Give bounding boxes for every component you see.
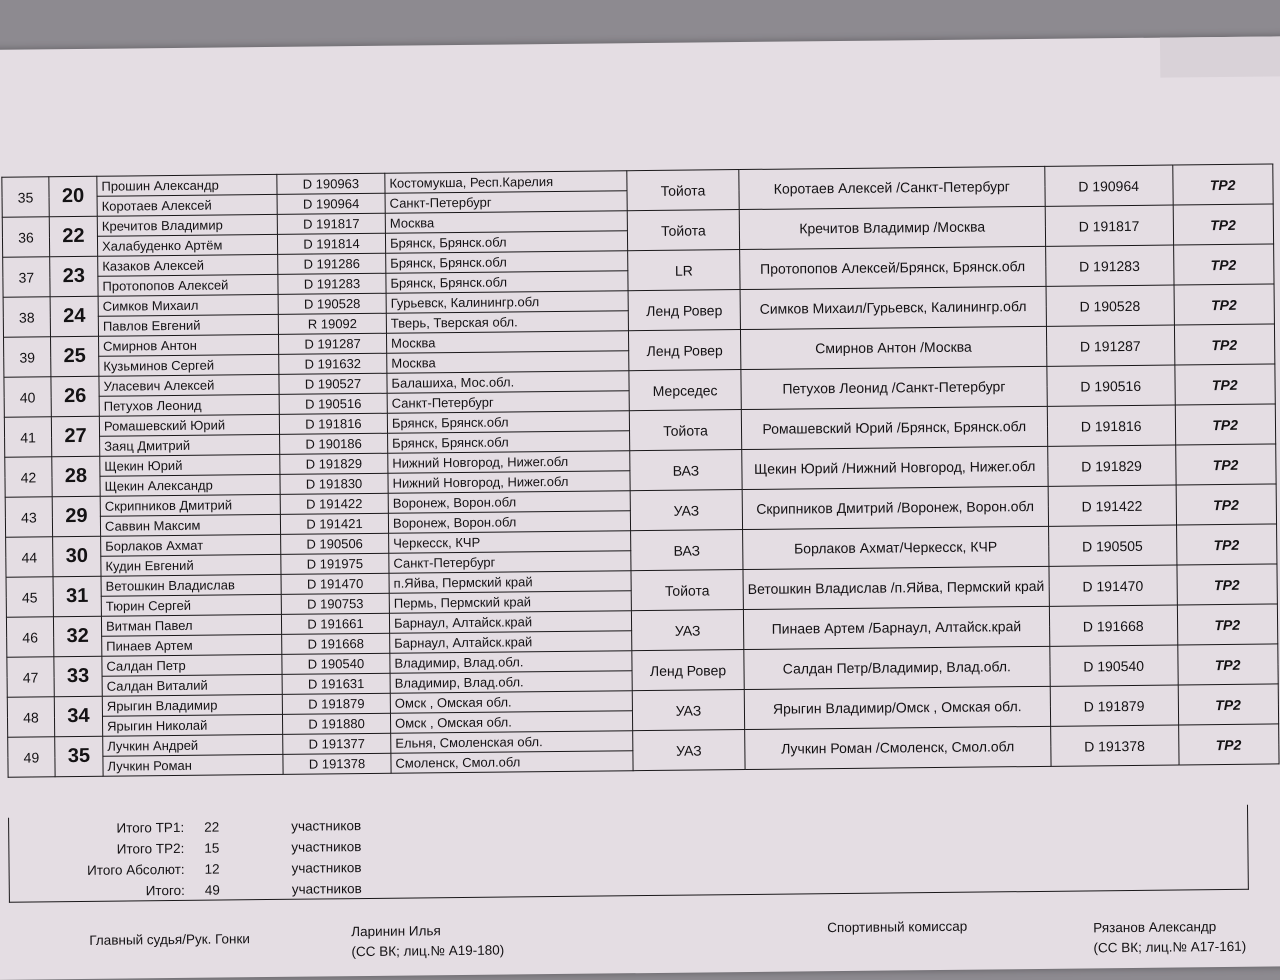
codriver-city: Смоленск, Смол.обл	[391, 751, 633, 774]
driver-name: Щекин Юрий	[100, 454, 280, 476]
codriver-license: D 191668	[282, 633, 390, 654]
row-number: 47	[7, 657, 54, 697]
document-sheet	[0, 36, 1280, 980]
codriver-city: Воронеж, Ворон.обл	[388, 511, 630, 534]
start-number: 35	[55, 736, 103, 777]
codriver-license: D 190964	[277, 193, 385, 214]
codriver-license: D 191283	[278, 273, 386, 294]
start-number: 31	[53, 576, 101, 617]
codriver-name: Протопопов Алексей	[98, 274, 278, 296]
entrant: Пинаев Артем /Барнаул, Алтайск.край	[743, 606, 1049, 649]
driver-city: Брянск, Брянск.обл	[386, 251, 628, 274]
driver-license: D 191286	[278, 253, 386, 274]
commissar-name: Рязанов Александр	[1093, 919, 1217, 936]
driver-license: D 190527	[279, 373, 387, 394]
codriver-city: Брянск, Брянск.обл	[385, 231, 627, 254]
codriver-city: Пермь, Пермский край	[389, 591, 631, 614]
codriver-license: D 191975	[281, 553, 389, 574]
entrant: Щекин Юрий /Нижний Новгород, Нижег.обл	[742, 446, 1048, 489]
entrant: Ярыгин Владимир/Омск , Омская обл.	[744, 686, 1050, 729]
entrant: Ветошкин Владислав /п.Яйва, Пермский край	[743, 566, 1049, 609]
total-value: 49	[204, 882, 220, 898]
driver-city: Черкесск, КЧР	[389, 531, 631, 554]
driver-license: D 191377	[283, 733, 391, 754]
entrant-license: D 191470	[1049, 565, 1177, 606]
driver-name: Уласевич Алексей	[99, 374, 279, 396]
start-number: 30	[53, 536, 101, 577]
car-make: LR	[628, 250, 740, 291]
driver-name: Ромашевский Юрий	[99, 414, 279, 436]
judge-signature	[351, 921, 504, 963]
commissar-license: (СС ВК; лиц.№ А17-161)	[1093, 938, 1247, 956]
car-make: УАЗ	[632, 690, 744, 731]
judge-title: Главный судья/Рук. Гонки	[89, 931, 250, 948]
entrant: Кречитов Владимир /Москва	[739, 206, 1045, 249]
entrant: Салдан Петр/Владимир, Влад.обл.	[744, 646, 1050, 689]
car-make: Тойота	[631, 570, 743, 611]
codriver-name: Халабуденко Артём	[97, 234, 277, 256]
driver-city: Москва	[385, 211, 627, 234]
codriver-name: Салдан Виталий	[102, 674, 282, 696]
class-badge: ТР2	[1173, 204, 1273, 245]
car-make: ВАЗ	[631, 530, 743, 571]
codriver-license: D 191880	[282, 713, 390, 734]
start-number: 29	[52, 496, 100, 537]
car-make: Тойота	[627, 170, 739, 211]
codriver-city: Тверь, Тверская обл.	[386, 311, 628, 334]
codriver-city: Санкт-Петербург	[389, 551, 631, 574]
driver-license: D 191817	[277, 213, 385, 234]
driver-city: Брянск, Брянск.обл	[387, 411, 629, 434]
codriver-name: Лучкин Роман	[103, 754, 283, 776]
row-number: 35	[2, 177, 49, 217]
total-unit: участников	[291, 881, 362, 897]
sheet-corner	[1160, 36, 1280, 77]
codriver-license: R 19092	[278, 313, 386, 334]
driver-license: D 191816	[279, 413, 387, 434]
start-number: 24	[50, 296, 98, 337]
total-value: 15	[204, 840, 220, 856]
row-number: 48	[7, 697, 54, 737]
row-number: 39	[4, 337, 51, 377]
car-make: ВАЗ	[630, 450, 742, 491]
driver-name: Борлаков Ахмат	[101, 534, 281, 556]
entrant: Коротаев Алексей /Санкт-Петербург	[739, 166, 1045, 209]
codriver-name: Ярыгин Николай	[102, 714, 282, 736]
driver-name: Кречитов Владимир	[97, 214, 277, 236]
row-number: 44	[6, 537, 53, 577]
start-number: 23	[50, 256, 98, 297]
entrant-license: D 190516	[1047, 365, 1175, 406]
start-number: 32	[53, 616, 101, 657]
codriver-city: Москва	[387, 351, 629, 374]
codriver-name: Тюрин Сергей	[101, 594, 281, 616]
entrant-license: D 191879	[1050, 685, 1178, 726]
total-value: 22	[204, 819, 220, 835]
entrant: Лучкин Роман /Смоленск, Смол.обл	[745, 726, 1051, 769]
driver-city: Владимир, Влад.обл.	[390, 651, 632, 674]
row-number: 36	[2, 217, 49, 257]
car-make: Мерседес	[629, 370, 741, 411]
car-make: Ленд Ровер	[632, 650, 744, 691]
start-number: 27	[51, 416, 99, 457]
total-label: Итого ТР1:	[116, 819, 185, 836]
codriver-license: D 191378	[283, 753, 391, 774]
total-label: Итого ТР2:	[116, 840, 185, 857]
entrant-license: D 191283	[1045, 245, 1173, 286]
row-number: 46	[6, 617, 53, 657]
codriver-name: Кузьминов Сергей	[99, 354, 279, 376]
driver-city: Гурьевск, Калинингр.обл	[386, 291, 628, 314]
entrant-license: D 191829	[1047, 445, 1175, 486]
start-number: 28	[52, 456, 100, 497]
class-badge: ТР2	[1175, 444, 1275, 485]
class-badge: ТР2	[1178, 684, 1278, 725]
totals-block	[8, 805, 1249, 903]
codriver-city: Брянск, Брянск.обл	[386, 271, 628, 294]
driver-license: D 191287	[278, 333, 386, 354]
total-unit: участников	[291, 860, 362, 876]
row-number: 38	[3, 297, 50, 337]
codriver-city: Брянск, Брянск.обл	[388, 431, 630, 454]
codriver-name: Щекин Александр	[100, 474, 280, 496]
entrant: Борлаков Ахмат/Черкесск, КЧР	[743, 526, 1049, 569]
class-badge: ТР2	[1178, 724, 1278, 765]
driver-name: Ветошкин Владислав	[101, 574, 281, 596]
driver-name: Симков Михаил	[98, 294, 278, 316]
class-badge: ТР2	[1177, 604, 1277, 645]
entrant-license: D 191378	[1050, 725, 1178, 766]
driver-license: D 190540	[282, 653, 390, 674]
codriver-name: Пинаев Артем	[102, 634, 282, 656]
entrant-license: D 190540	[1049, 645, 1177, 686]
codriver-city: Санкт-Петербург	[387, 391, 629, 414]
entrant-license: D 191422	[1048, 485, 1176, 526]
driver-license: D 191661	[281, 613, 389, 634]
codriver-city: Барнаул, Алтайск.край	[390, 631, 632, 654]
class-badge: ТР2	[1177, 644, 1277, 685]
entry-list-table	[1, 163, 1279, 777]
codriver-license: D 190186	[280, 433, 388, 454]
entrant: Смирнов Антон /Москва	[740, 326, 1046, 369]
row-number: 49	[8, 737, 55, 777]
codriver-license: D 191632	[279, 353, 387, 374]
codriver-city: Санкт-Петербург	[385, 191, 627, 214]
driver-city: Воронеж, Ворон.обл	[388, 491, 630, 514]
codriver-city: Омск , Омская обл.	[390, 711, 632, 734]
class-badge: ТР2	[1176, 524, 1276, 565]
driver-name: Смирнов Антон	[99, 334, 279, 356]
driver-license: D 191829	[280, 453, 388, 474]
car-make: УАЗ	[631, 610, 743, 651]
driver-license: D 191422	[280, 493, 388, 514]
entrant: Петухов Леонид /Санкт-Петербург	[741, 366, 1047, 409]
driver-city: Барнаул, Алтайск.край	[389, 611, 631, 634]
start-number: 20	[49, 176, 97, 217]
codriver-name: Кудин Евгений	[101, 554, 281, 576]
codriver-name: Заяц Дмитрий	[100, 434, 280, 456]
driver-city: Омск , Омская обл.	[390, 691, 632, 714]
class-badge: ТР2	[1177, 564, 1277, 605]
row-number: 43	[5, 497, 52, 537]
start-number: 26	[51, 376, 99, 417]
entrant-license: D 191668	[1049, 605, 1177, 646]
entrant-license: D 190964	[1044, 165, 1172, 206]
car-make: Ленд Ровер	[628, 330, 740, 371]
driver-license: D 190963	[277, 173, 385, 194]
start-number: 33	[54, 656, 102, 697]
entrant-license: D 191287	[1046, 325, 1174, 366]
driver-city: Нижний Новгород, Нижег.обл	[388, 451, 630, 474]
car-make: Тойота	[629, 410, 741, 451]
entrant-license: D 191816	[1047, 405, 1175, 446]
codriver-name: Петухов Леонид	[99, 394, 279, 416]
class-badge: ТР2	[1173, 244, 1273, 285]
car-make: Тойота	[627, 210, 739, 251]
codriver-license: D 190516	[279, 393, 387, 414]
total-label: Итого Абсолют:	[87, 861, 185, 878]
commissar-signature	[1093, 917, 1246, 959]
row-number: 41	[4, 417, 51, 457]
class-badge: ТР2	[1174, 324, 1274, 365]
start-number: 34	[54, 696, 102, 737]
codriver-license: D 190753	[281, 593, 389, 614]
codriver-city: Нижний Новгород, Нижег.обл	[388, 471, 630, 494]
driver-city: Ельня, Смоленская обл.	[391, 731, 633, 754]
driver-license: D 190506	[281, 533, 389, 554]
total-value: 12	[204, 861, 220, 877]
total-unit: участников	[291, 839, 362, 855]
driver-name: Витман Павел	[101, 614, 281, 636]
total-unit: участников	[291, 818, 362, 834]
entrant: Скрипников Дмитрий /Воронеж, Ворон.обл	[742, 486, 1048, 529]
judge-license: (СС ВК; лиц.№ А19-180)	[351, 942, 505, 960]
commissar-title: Спортивный комиссар	[827, 918, 968, 936]
table-row	[2, 164, 1273, 197]
driver-license: D 191470	[281, 573, 389, 594]
row-number: 45	[6, 577, 53, 617]
entrant: Симков Михаил/Гурьевск, Калинингр.обл	[740, 286, 1046, 329]
row-number: 40	[4, 377, 51, 417]
driver-name: Скрипников Дмитрий	[100, 494, 280, 516]
entrant-license: D 190505	[1048, 525, 1176, 566]
class-badge: ТР2	[1175, 364, 1275, 405]
class-badge: ТР2	[1175, 404, 1275, 445]
driver-city: Балашиха, Мос.обл.	[387, 371, 629, 394]
driver-city: Костомукша, Респ.Карелия	[385, 171, 627, 194]
class-badge: ТР2	[1176, 484, 1276, 525]
codriver-license: D 191814	[277, 233, 385, 254]
codriver-license: D 191830	[280, 473, 388, 494]
car-make: УАЗ	[630, 490, 742, 531]
driver-city: Москва	[386, 331, 628, 354]
codriver-name: Павлов Евгений	[98, 314, 278, 336]
codriver-license: D 191421	[280, 513, 388, 534]
judge-name: Ларинин Илья	[351, 923, 441, 940]
start-number: 25	[51, 336, 99, 377]
start-number: 22	[49, 216, 97, 257]
codriver-name: Коротаев Алексей	[97, 194, 277, 216]
row-number: 42	[5, 457, 52, 497]
codriver-city: Владимир, Влад.обл.	[390, 671, 632, 694]
driver-license: D 190528	[278, 293, 386, 314]
row-number: 37	[3, 257, 50, 297]
driver-name: Казаков Алексей	[98, 254, 278, 276]
codriver-license: D 191631	[282, 673, 390, 694]
driver-city: п.Яйва, Пермский край	[389, 571, 631, 594]
total-label: Итого:	[145, 882, 185, 899]
entrant-license: D 190528	[1046, 285, 1174, 326]
driver-license: D 191879	[282, 693, 390, 714]
driver-name: Ярыгин Владимир	[102, 694, 282, 716]
car-make: Ленд Ровер	[628, 290, 740, 331]
class-badge: ТР2	[1172, 164, 1272, 205]
entrant-license: D 191817	[1045, 205, 1173, 246]
car-make: УАЗ	[633, 730, 745, 771]
entrant: Протопопов Алексей/Брянск, Брянск.обл	[740, 246, 1046, 289]
driver-name: Салдан Петр	[102, 654, 282, 676]
driver-name: Лучкин Андрей	[103, 734, 283, 756]
class-badge: ТР2	[1174, 284, 1274, 325]
codriver-name: Саввин Максим	[100, 514, 280, 536]
entrant: Ромашевский Юрий /Брянск, Брянск.обл	[741, 406, 1047, 449]
driver-name: Прошин Александр	[97, 174, 277, 196]
